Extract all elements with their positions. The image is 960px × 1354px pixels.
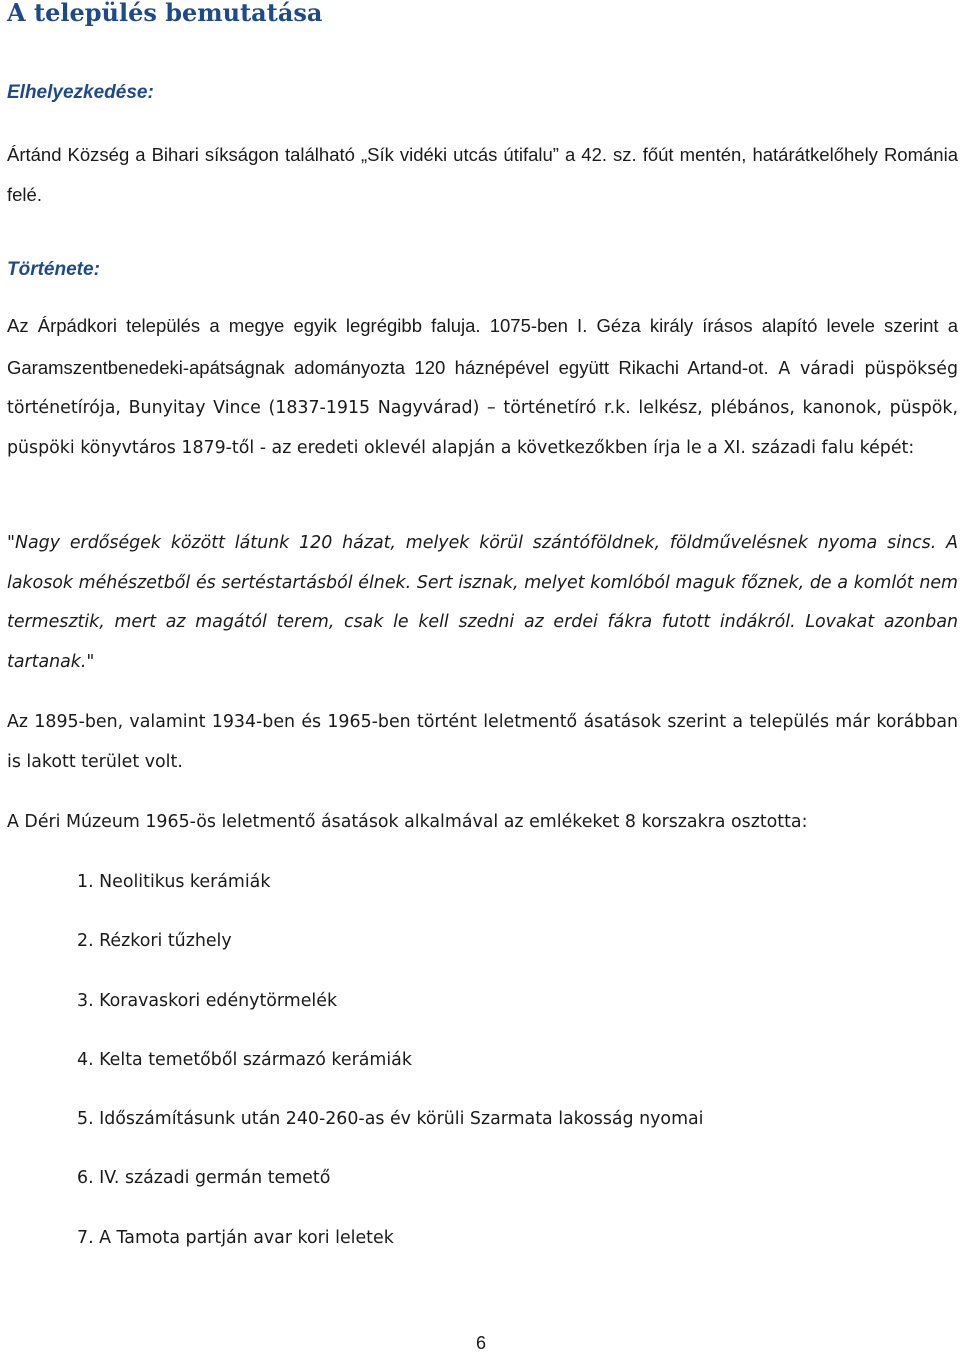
history-intro-part-a: Az Árpádkori település a megye egyik legrégibb faluja. 1075-ben I. Géza király írásos alapító levele szerint a Garamszentbenedeki-apátságnak adományozta 120 háznépével együtt Rikachi Artand-ot. — [7, 315, 958, 378]
periods-list — [77, 868, 704, 1283]
history-intro-part-b: A váradi püspökség történetírója, Bunyitay Vince (1837-1915 Nagyvárad) – történetíró r.k. lelkész, plébános, kanonok, püspök, püspöki könyvtáros 1879-től - az eredeti oklevél alapján a következőkben írja le a XI. századi falu képét: — [7, 358, 958, 458]
list-item: 2. Rézkori tűzhely — [77, 931, 232, 952]
list-item: 5. Időszámításunk után 240-260-as év körüli Szarmata lakosság nyomai — [77, 1109, 704, 1130]
quote-plain-text: Sert isznak, melyet komlóból maguk főznek, de a komlót nem termesztik, mert az magától terem, csak le kell szedni az erdei fákra futott indákról. — [7, 572, 958, 632]
page-title: A település bemutatása — [7, 0, 323, 27]
list-item: 1. Neolitikus kerámiák — [77, 872, 271, 892]
museum-paragraph: A Déri Múzeum 1965-ös leletmentő ásatások alkalmával az emlékeket 8 korszakra osztotta: — [7, 812, 808, 832]
quote-paragraph — [7, 524, 958, 682]
page-number: 6 — [476, 1333, 487, 1353]
list-item: 6. IV. századi germán temető — [77, 1168, 331, 1189]
list-item: 4. Kelta temetőből származó kerámiák — [77, 1049, 412, 1070]
list-item: 3. Koravaskori edénytörmelék — [77, 990, 338, 1011]
list-item: 7. A Tamota partján avar kori leletek — [77, 1227, 394, 1248]
excavations-paragraph: Az 1895-ben, valamint 1934-ben és 1965-ben történt leletmentő ásatások szerint a település már korábban is lakott terület volt. — [7, 712, 958, 772]
location-heading: Elhelyezkedése: — [7, 82, 154, 103]
location-paragraph: Ártánd Község a Bihari síkságon található „Sík vidéki utcás útifalu” a 42. sz. főút mentén, határátkelőhely Románia felé. — [7, 144, 958, 205]
history-heading: Története: — [7, 259, 100, 280]
quote-italic-text: "Nagy erdőségek között látunk 120 házat, melyek körül szántóföldnek, földművelésnek nyoma sincs. A lakosok méhészetből és sertéstartásból élnek. — [7, 533, 958, 593]
history-intro-paragraph — [7, 306, 958, 468]
quote-end-text: Lovakat azonban tartanak." — [7, 612, 959, 672]
